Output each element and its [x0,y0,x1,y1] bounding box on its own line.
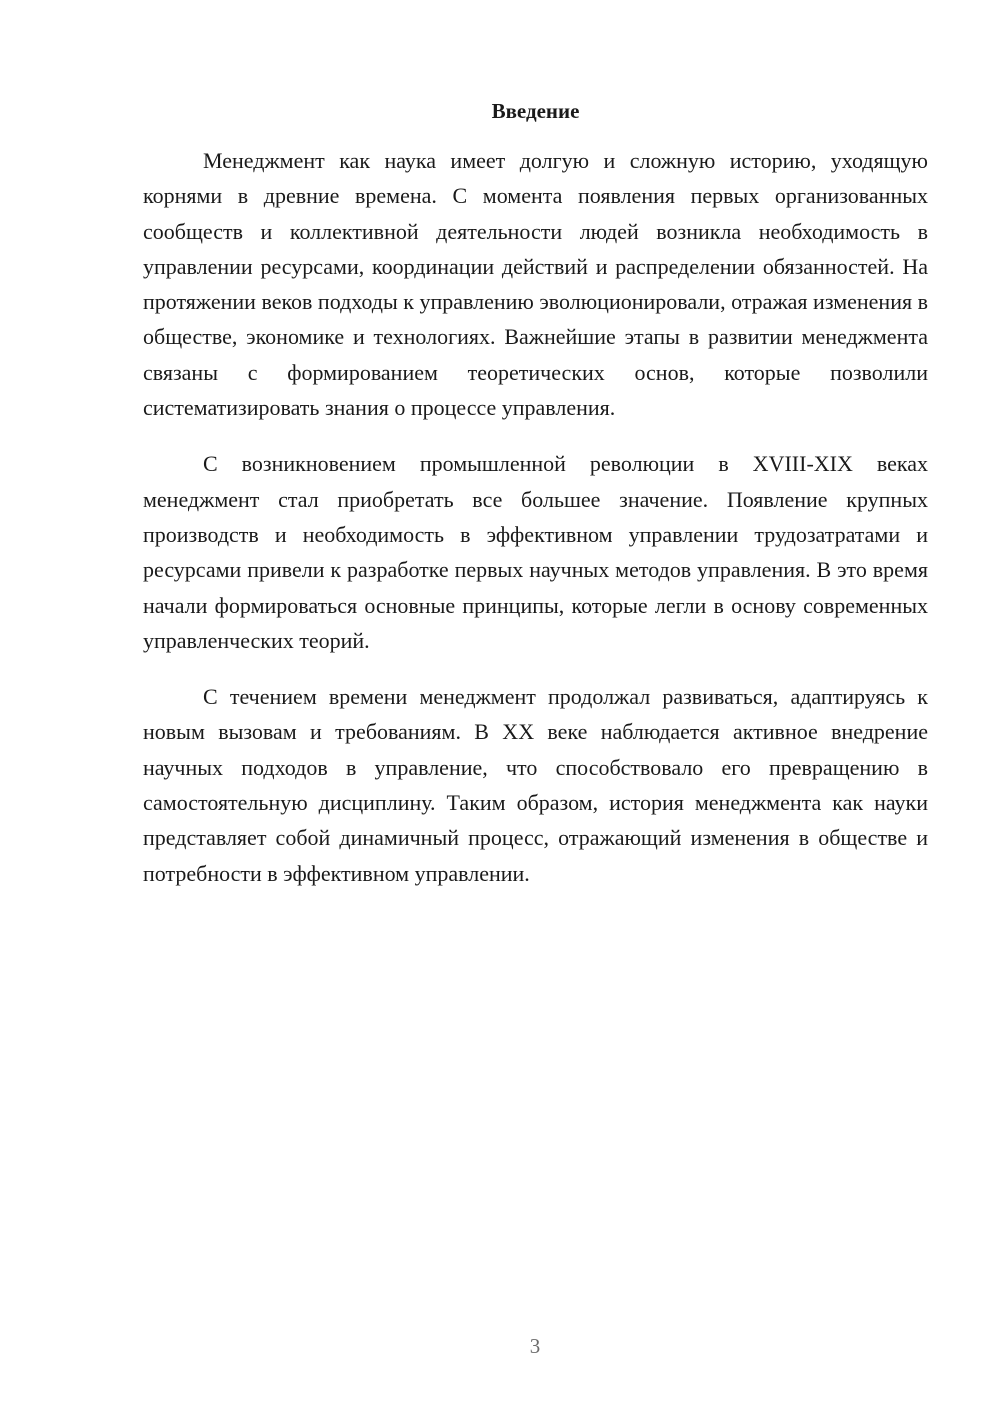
page-title: Введение [491,99,580,123]
page-number: 3 [529,1334,541,1358]
paragraph-3: С течением времени менеджмент продолжал развиваться, адаптируясь к новым вызовам и требованиям. В XX веке наблюдается активное внедрение научных подходов в управление, что способствовало его превращению в самостоятельную дисциплину. Таким образом, история менеджмента как науки представляет собой динамичный процесс, отражающий изменения в обществе и потребности в эффективном управлении. [143,684,928,886]
paragraph-1: Менеджмент как наука имеет долгую и сложную историю, уходящую корнями в древние времена. С момента появления первых организованных сообществ и коллективной деятельности людей возникла необходимость в управлении ресурсами, координации действий и распределении обязанностей. На протяжении веков подходы к управлению эволюционировали, отражая изменения в обществе, экономике и технологиях. Важнейшие этапы в развитии менеджмента связаны с формированием теоретических основ, которые позволили систематизировать знания о процессе управления. [143,148,928,421]
paragraph-2: С возникновением промышленной революции в XVIII-XIX веках менеджмент стал приобретать все большее значение. Появление крупных производств и необходимость в эффективном управлении трудозатратами и ресурсами привели к разработке первых научных методов управления. В это время начали формироваться основные принципы, которые легли в основу современных управленческих теорий. [143,451,928,653]
body-text [143,143,928,912]
